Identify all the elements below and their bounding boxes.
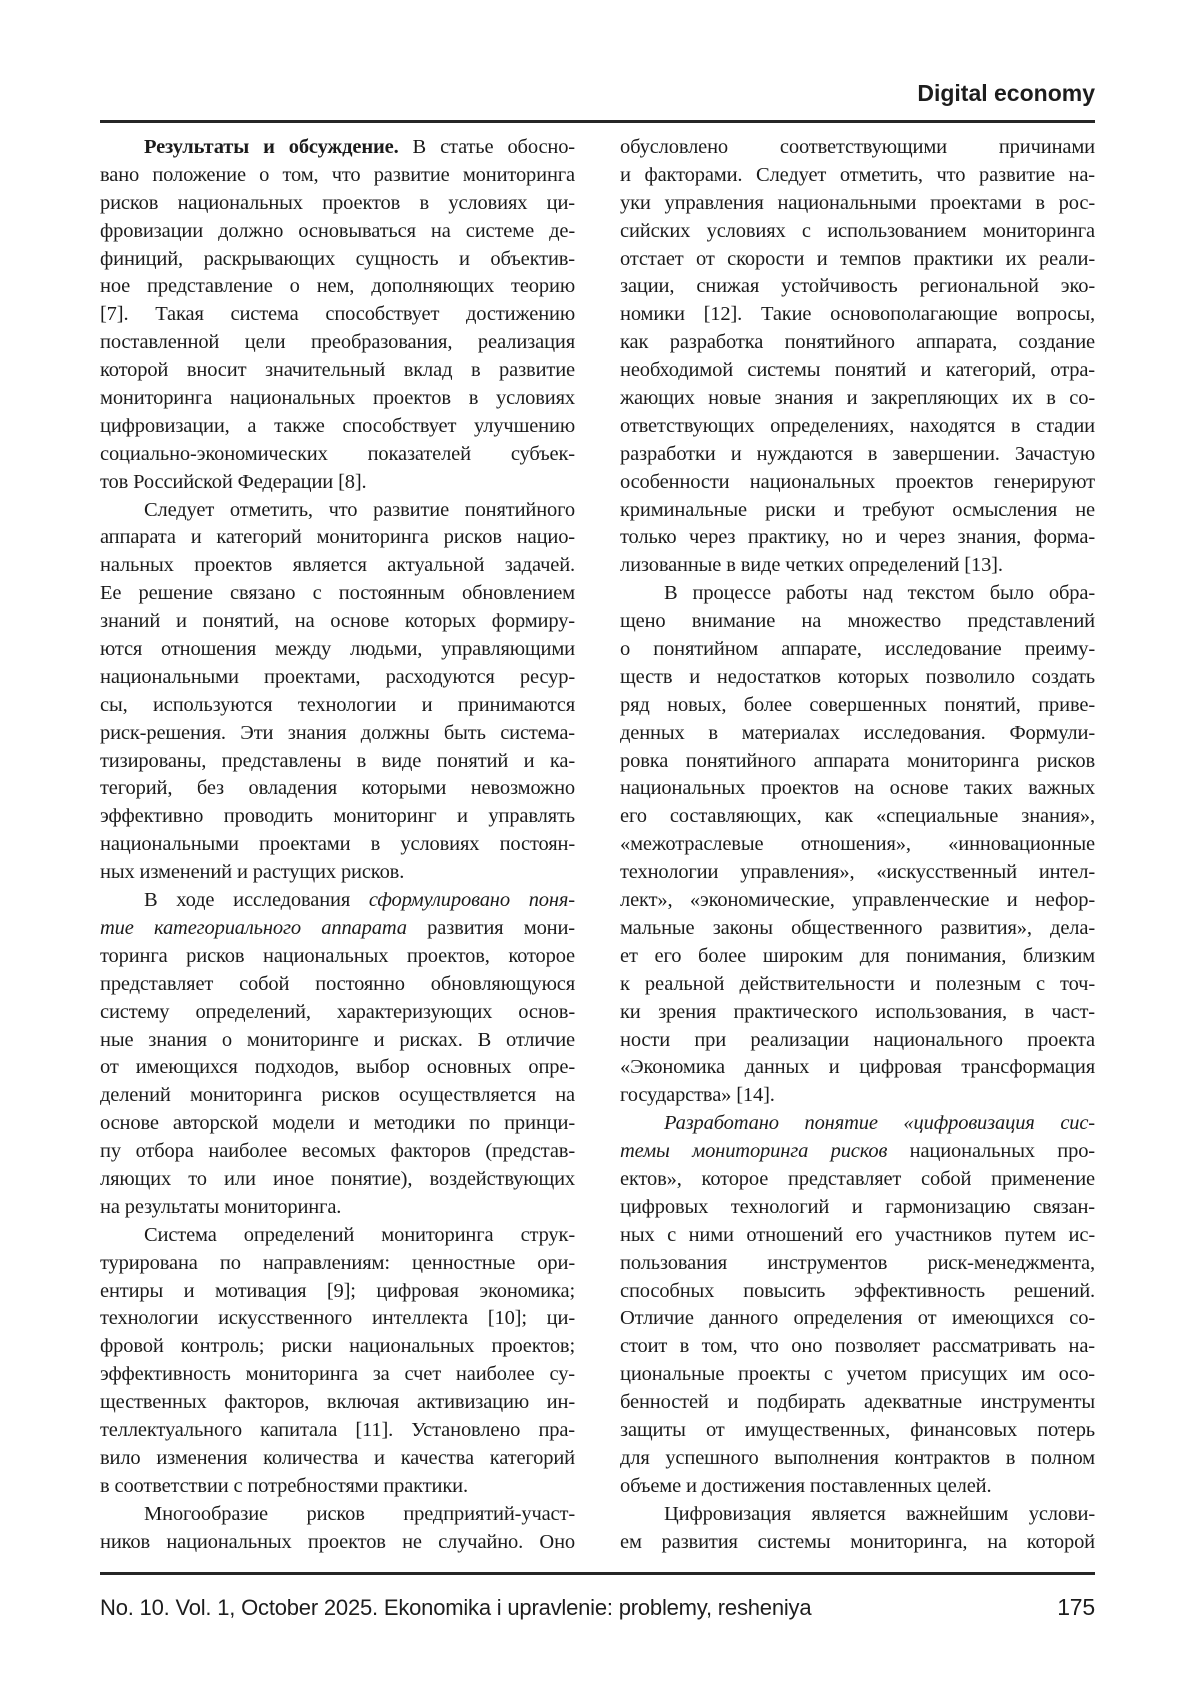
text-segment: систему определений, характеризующих основ- — [100, 1000, 575, 1023]
text-segment: ников национальных проектов не случайно. Оно — [100, 1530, 575, 1553]
text-line — [100, 1501, 575, 1529]
text-line — [100, 831, 575, 859]
text-segment: обусловлено соответствующими причинами — [620, 136, 1095, 158]
text-segment: ки зрения практического использования, в част- — [620, 1000, 1095, 1023]
text-segment: В статье обосно- — [398, 136, 575, 158]
text-segment: стоит в том, что оно позволяет рассматривать на- — [620, 1335, 1095, 1358]
text-segment: представляет собой постоянно обновляющуюся — [100, 972, 575, 995]
text-line — [100, 664, 575, 692]
text-line — [620, 915, 1095, 943]
text-segment: номики [12]. Такие основополагающие вопросы, — [620, 303, 1095, 326]
text-segment: аппарата и категорий мониторинга рисков нацио- — [100, 526, 575, 549]
text-segment: уки управления национальными проектами в рос- — [620, 191, 1095, 214]
text-segment: цифровых технологий и гармонизацию связан- — [620, 1195, 1095, 1218]
text-line — [620, 859, 1095, 887]
text-line — [620, 608, 1095, 636]
text-segment: цифровизации, а также способствует улучшению — [100, 414, 575, 437]
bold-text-segment: Результаты и обсуждение. — [144, 136, 399, 158]
text-line — [620, 664, 1095, 692]
text-segment: для успешного выполнения контрактов в полном — [620, 1446, 1095, 1469]
page-footer — [100, 1592, 1095, 1623]
text-line — [620, 1278, 1095, 1306]
text-segment: ных с ними отношений его участников путем ис- — [620, 1223, 1095, 1246]
text-segment: Следует отметить, что развитие понятийного — [144, 498, 575, 521]
text-line — [100, 1222, 575, 1250]
text-segment: [7]. Такая система способствует достижению — [100, 303, 575, 326]
text-segment: В ходе исследования — [144, 889, 369, 912]
text-segment: вано положение о том, что развитие мониторинга — [100, 163, 575, 186]
text-segment: основе авторской модели и методики по принци- — [100, 1112, 575, 1135]
text-segment: рисков национальных проектов в условиях ци- — [100, 191, 575, 214]
text-line — [620, 1333, 1095, 1361]
text-line — [100, 1138, 575, 1166]
text-line — [100, 1389, 575, 1417]
text-segment: способных повысить эффективность решений. — [620, 1279, 1095, 1302]
text-segment: сийских условиях с использованием мониторинга — [620, 219, 1095, 242]
text-line — [620, 1305, 1095, 1333]
text-segment: Отличие данного определения от имеющихся со- — [620, 1307, 1095, 1330]
text-segment: национальных проектов на основе таких важных — [620, 777, 1095, 800]
text-segment: Многообразие рисков предприятий-участ- — [144, 1502, 575, 1525]
text-segment: сы, используются технологии и принимаются — [100, 693, 575, 716]
text-segment: ряд новых, более совершенных понятий, приве- — [620, 693, 1095, 716]
text-line — [100, 1361, 575, 1389]
text-segment: которой вносит значительный вклад в развитие — [100, 359, 575, 382]
text-segment: риск-решения. Эти знания должны быть система- — [100, 721, 575, 744]
text-segment: криминальные риски и требуют осмысления не — [620, 498, 1095, 521]
text-segment: ные знания о мониторинге и рисках. В отличие — [100, 1028, 575, 1051]
text-line — [100, 1194, 575, 1222]
text-segment: мальные законы общественного развития», дела- — [620, 916, 1095, 939]
text-line — [100, 1250, 575, 1278]
text-column-right — [620, 134, 1095, 1556]
text-line — [100, 1054, 575, 1082]
text-segment: вило изменения количества и качества категорий — [100, 1446, 575, 1469]
text-segment: турирована по направлениям: ценностные ори- — [100, 1251, 575, 1274]
text-segment: теллектуального капитала [11]. Установлено пра- — [100, 1418, 575, 1441]
text-line — [620, 1361, 1095, 1389]
text-segment: ное представление о нем, дополняющих теорию — [100, 275, 575, 298]
text-line — [620, 1222, 1095, 1250]
text-segment: ем развития системы мониторинга, на которой — [620, 1530, 1095, 1553]
text-line — [100, 1166, 575, 1194]
text-line — [620, 469, 1095, 497]
text-segment: ентиры и мотивация [9]; цифровая экономика; — [100, 1279, 575, 1302]
text-segment: в соответствии с потребностями практики. — [100, 1474, 468, 1497]
text-segment: лект», «экономические, управленческие и нефор- — [620, 889, 1095, 912]
text-segment: только через практику, но и через знания, форма- — [620, 526, 1095, 549]
text-segment: его составляющих, как «специальные знания», — [620, 805, 1095, 828]
text-segment: на результаты мониторинга. — [100, 1195, 342, 1218]
text-segment: щено внимание на множество представлений — [620, 610, 1095, 633]
text-segment: фровой контроль; риски национальных проектов; — [100, 1335, 575, 1358]
text-segment: бенностей и подбирать адекватные инструменты — [620, 1391, 1095, 1414]
text-line — [620, 803, 1095, 831]
text-line — [620, 134, 1095, 162]
page-number: 175 — [1057, 1594, 1095, 1620]
text-line — [100, 134, 575, 162]
text-line — [620, 1138, 1095, 1166]
text-line — [100, 1445, 575, 1473]
text-segment: ровка понятийного аппарата мониторинга рисков — [620, 749, 1095, 772]
text-line — [100, 441, 575, 469]
text-line — [620, 1250, 1095, 1278]
text-segment: ляющих то или иное понятие), воздействующих — [100, 1167, 575, 1190]
running-head-title: Digital economy — [917, 80, 1095, 106]
text-line — [100, 1333, 575, 1361]
text-segment: финиций, раскрывающих сущность и объектив- — [100, 247, 575, 270]
text-line — [100, 999, 575, 1027]
text-line — [620, 1166, 1095, 1194]
text-line — [100, 1110, 575, 1138]
text-line — [100, 915, 575, 943]
text-line — [620, 357, 1095, 385]
text-segment: пу отбора наиболее весомых факторов (представ- — [100, 1140, 575, 1163]
text-line — [620, 1110, 1095, 1138]
text-segment: денных в материалах исследования. Формули- — [620, 721, 1095, 744]
text-line — [620, 162, 1095, 190]
text-line — [100, 1082, 575, 1110]
text-segment: тизированы, представлены в виде понятий и ка- — [100, 749, 575, 772]
article-body — [100, 134, 1095, 1556]
text-column-left — [100, 134, 575, 1556]
text-line — [100, 385, 575, 413]
italic-text-segment: Разработано понятие «цифровизация сис- — [664, 1112, 1095, 1135]
text-line — [620, 273, 1095, 301]
text-segment: ных изменений и растущих рисков. — [100, 861, 405, 884]
text-line — [100, 1027, 575, 1055]
text-line — [620, 831, 1095, 859]
text-line — [100, 190, 575, 218]
text-segment: защиты от имущественных, финансовых потерь — [620, 1418, 1095, 1441]
text-line — [620, 1194, 1095, 1222]
text-segment: ектов», которое представляет собой применение — [620, 1167, 1095, 1190]
text-segment: Система определений мониторинга струк- — [144, 1223, 575, 1246]
text-line — [620, 441, 1095, 469]
text-line — [100, 943, 575, 971]
text-segment: технологии искусственного интеллекта [10]; ци- — [100, 1307, 575, 1330]
text-segment: нальных проектов является актуальной задачей. — [100, 554, 575, 577]
text-line — [620, 720, 1095, 748]
text-segment: пользования инструментов риск-менеджмента, — [620, 1251, 1095, 1274]
text-segment: делений мониторинга рисков осуществляется на — [100, 1084, 575, 1107]
text-line — [100, 301, 575, 329]
text-segment: национальными проектами в условиях постоян- — [100, 833, 575, 856]
text-line — [620, 524, 1095, 552]
text-line — [100, 636, 575, 664]
text-segment: эффективность мониторинга за счет наиболее су- — [100, 1363, 575, 1386]
text-line — [100, 720, 575, 748]
text-segment: «Экономика данных и цифровая трансформация — [620, 1056, 1095, 1079]
text-segment: зации, снижая устойчивость региональной эко- — [620, 275, 1095, 298]
text-line — [620, 775, 1095, 803]
text-segment: к реальной действительности и полезным с точ- — [620, 972, 1095, 995]
text-line — [620, 692, 1095, 720]
text-line — [620, 971, 1095, 999]
text-line — [100, 1473, 575, 1501]
text-line — [620, 1473, 1095, 1501]
text-line — [620, 1082, 1095, 1110]
text-segment: поставленной цели преобразования, реализация — [100, 331, 575, 354]
text-segment: разработки и нуждаются в завершении. Зачастую — [620, 442, 1095, 465]
text-line — [100, 162, 575, 190]
text-line — [100, 748, 575, 776]
text-line — [620, 1501, 1095, 1529]
text-line — [100, 859, 575, 887]
text-line — [100, 608, 575, 636]
text-line — [100, 803, 575, 831]
text-segment: жающих новые знания и закрепляющих их в со- — [620, 387, 1095, 410]
text-line — [100, 971, 575, 999]
text-segment: национальными проектами, расходуются ресур- — [100, 665, 575, 688]
text-line — [100, 1278, 575, 1306]
text-line — [620, 1445, 1095, 1473]
text-segment: технологии управления», «искусственный интел- — [620, 861, 1095, 884]
text-segment: как разработка понятийного аппарата, создание — [620, 331, 1095, 354]
text-line — [100, 552, 575, 580]
text-segment: В процессе работы над текстом было обра- — [664, 582, 1095, 605]
text-segment: от имеющихся подходов, выбор основных опре- — [100, 1056, 575, 1079]
text-line — [620, 580, 1095, 608]
text-line — [620, 497, 1095, 525]
text-line — [620, 1417, 1095, 1445]
text-segment: тов Российской Федерации [8]. — [100, 470, 367, 493]
text-segment: отстает от скорости и темпов практики их реали- — [620, 247, 1095, 270]
text-line — [100, 497, 575, 525]
text-line — [620, 413, 1095, 441]
italic-text-segment: тие категориального аппарата — [100, 916, 407, 939]
text-line — [620, 943, 1095, 971]
text-line — [620, 748, 1095, 776]
text-segment: фровизации должно основываться на системе де- — [100, 219, 575, 242]
text-line — [620, 999, 1095, 1027]
footer-rule — [100, 1572, 1095, 1575]
text-segment: торинга рисков национальных проектов, которое — [100, 944, 575, 967]
text-line — [100, 524, 575, 552]
text-segment: Ее решение связано с постоянным обновлением — [100, 582, 575, 605]
text-line — [620, 385, 1095, 413]
text-segment: щественных факторов, включая активизацию ин- — [100, 1391, 575, 1414]
text-line — [620, 1529, 1095, 1557]
text-segment: Цифровизация является важнейшим услови- — [664, 1502, 1095, 1525]
text-segment: тегорий, без овладения которыми невозможно — [100, 777, 575, 800]
text-segment: ответствующих определениях, находятся в стадии — [620, 414, 1095, 437]
footer-journal-title: No. 10. Vol. 1, October 2025. Ekonomika i upravlenie: problemy, resheniya — [100, 1595, 812, 1620]
text-line — [100, 692, 575, 720]
text-line — [620, 1389, 1095, 1417]
text-segment: социально-экономических показателей субъек- — [100, 442, 575, 465]
text-segment: циональные проекты с учетом присущих им осо- — [620, 1363, 1095, 1386]
text-segment: ет его более широким для понимания, близким — [620, 944, 1095, 967]
text-segment: эффективно проводить мониторинг и управлять — [100, 805, 575, 828]
text-segment: национальных про- — [887, 1140, 1095, 1163]
text-line — [620, 301, 1095, 329]
text-line — [620, 1027, 1095, 1055]
text-line — [100, 469, 575, 497]
text-line — [620, 552, 1095, 580]
text-line — [100, 1417, 575, 1445]
text-line — [620, 887, 1095, 915]
text-segment: лизованные в виде четких определений [13]. — [620, 554, 1003, 577]
text-line — [100, 273, 575, 301]
text-segment: и факторами. Следует отметить, что развитие на- — [620, 163, 1095, 186]
text-line — [620, 329, 1095, 357]
text-segment: объеме и достижения поставленных целей. — [620, 1474, 992, 1497]
text-line — [620, 246, 1095, 274]
text-line — [100, 246, 575, 274]
text-segment: необходимой системы понятий и категорий, отра- — [620, 359, 1095, 382]
text-segment: развития мони- — [406, 916, 575, 939]
text-line — [100, 580, 575, 608]
text-line — [100, 1529, 575, 1557]
text-line — [100, 887, 575, 915]
text-line — [620, 218, 1095, 246]
text-line — [100, 218, 575, 246]
text-line — [100, 329, 575, 357]
text-segment: о понятийном аппарате, исследование преиму- — [620, 638, 1095, 661]
running-head — [100, 80, 1095, 106]
text-segment: мониторинга национальных проектов в условиях — [100, 387, 575, 410]
text-segment: ществ и недостатков которых позволило создать — [620, 665, 1095, 688]
text-segment: ности при реализации национального проекта — [620, 1028, 1095, 1051]
text-line — [100, 775, 575, 803]
italic-text-segment: темы мониторинга рисков — [620, 1140, 888, 1163]
italic-text-segment: сформулировано поня- — [368, 889, 575, 912]
text-line — [100, 413, 575, 441]
header-rule — [100, 120, 1095, 123]
text-segment: знаний и понятий, на основе которых формиру- — [100, 610, 575, 633]
text-segment: ются отношения между людьми, управляющими — [100, 638, 575, 661]
text-line — [100, 357, 575, 385]
text-line — [620, 190, 1095, 218]
text-segment: государства» [14]. — [620, 1084, 775, 1107]
text-line — [620, 636, 1095, 664]
text-line — [100, 1305, 575, 1333]
text-segment: «межотраслевые отношения», «инновационные — [620, 833, 1095, 856]
text-segment: особенности национальных проектов генерируют — [620, 470, 1095, 493]
text-line — [620, 1054, 1095, 1082]
